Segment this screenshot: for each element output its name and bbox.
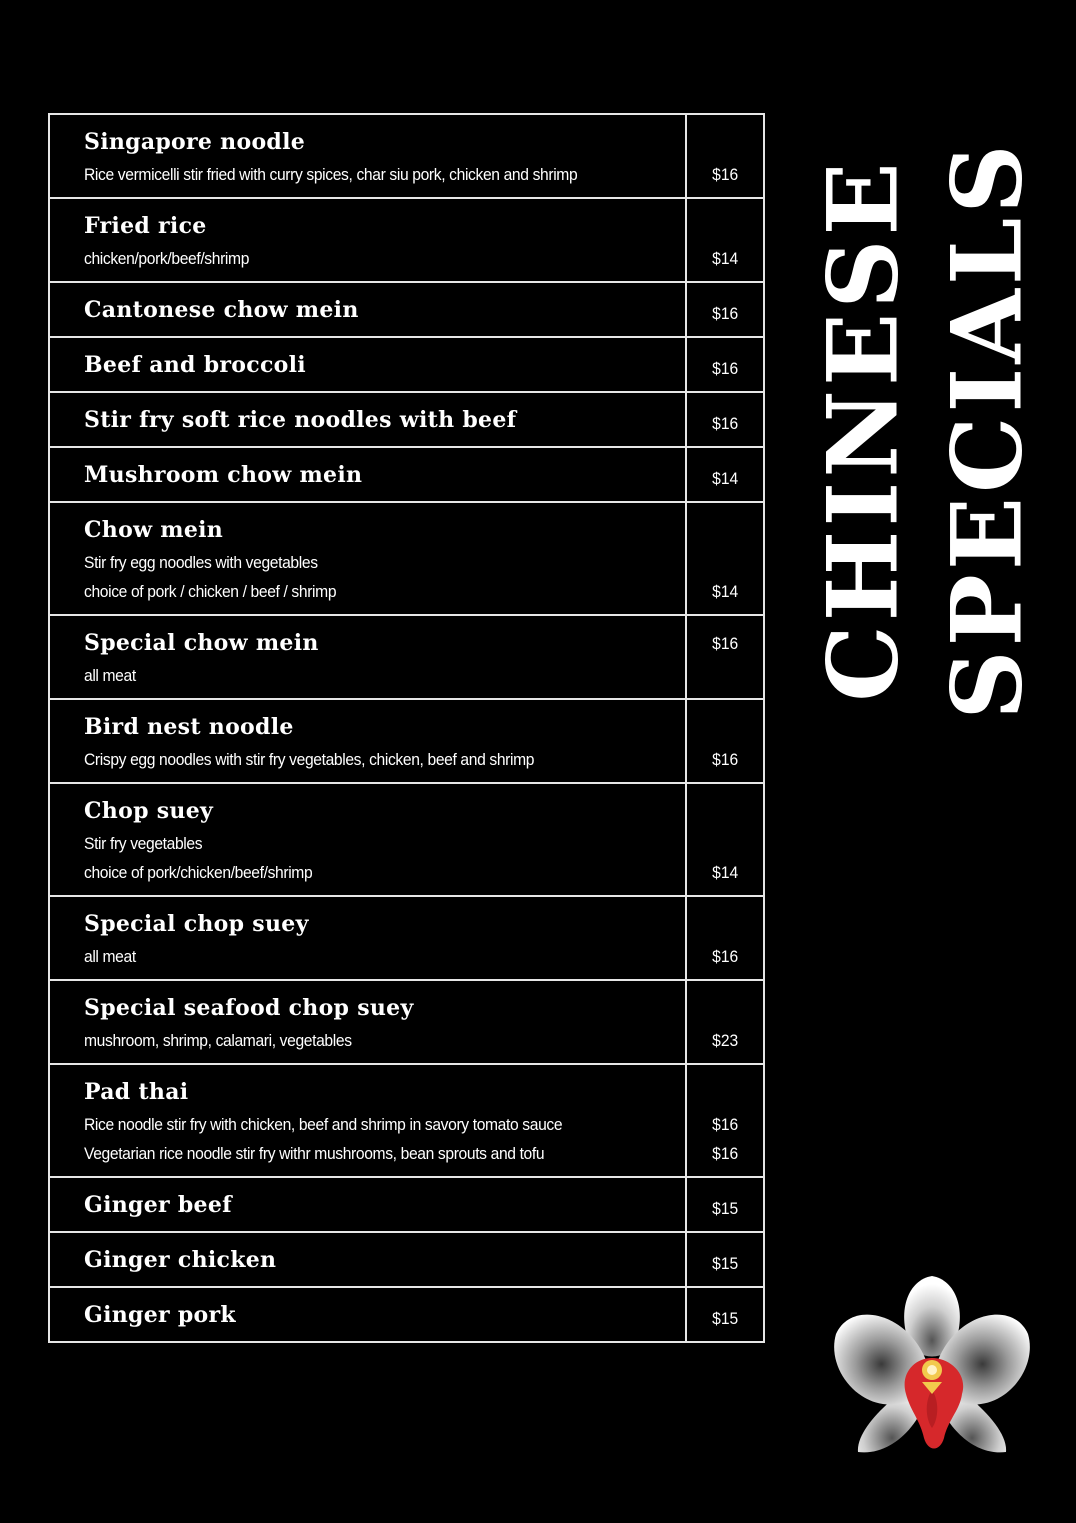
menu-row [50, 1233, 763, 1288]
dish-price: $16 [711, 359, 739, 378]
dish-description: mushroom, shrimp, calamari, vegetables [84, 1031, 352, 1050]
dish-name: Ginger beef [84, 1192, 232, 1218]
menu-item-cell [50, 616, 687, 698]
price-cell [687, 981, 763, 1063]
dish-description: choice of pork / chicken / beef / shrimp [84, 582, 337, 601]
menu-item-cell [50, 199, 687, 281]
price-cell [687, 199, 763, 281]
dish-description: Crispy egg noodles with stir fry vegetables, chicken, beef and shrimp [84, 750, 535, 769]
price-cell [687, 700, 763, 782]
dish-description: Vegetarian rice noodle stir fry withr mushrooms, bean sprouts and tofu [84, 1144, 545, 1163]
dish-price: $15 [711, 1199, 739, 1218]
dish-price: $14 [711, 249, 739, 268]
dish-description: all meat [84, 666, 136, 685]
dish-price: $23 [711, 1031, 739, 1050]
menu-row [50, 1288, 763, 1341]
menu-item-cell [50, 338, 687, 391]
dish-name: Cantonese chow mein [84, 297, 359, 323]
dish-price: $16 [711, 414, 739, 433]
price-cell [687, 1178, 763, 1231]
dish-price: $16 [711, 634, 739, 653]
menu-item-cell [50, 897, 687, 979]
menu-row [50, 199, 763, 283]
dish-price: $15 [711, 1309, 739, 1328]
dish-name: Ginger pork [84, 1302, 236, 1328]
menu-row [50, 1178, 763, 1233]
dish-price: $14 [711, 863, 739, 882]
dish-name: Special seafood chop suey [84, 995, 414, 1021]
price-cell [687, 616, 763, 698]
menu-row [50, 1065, 763, 1178]
menu-table [48, 113, 765, 1343]
menu-row [50, 115, 763, 199]
dish-price: $14 [711, 469, 739, 488]
dish-name: Singapore noodle [84, 129, 306, 155]
menu-item-cell [50, 784, 687, 895]
price-cell [687, 283, 763, 336]
dish-name: Special chow mein [84, 630, 319, 656]
menu-row [50, 283, 763, 338]
dish-price: $15 [711, 1254, 739, 1273]
dish-name: Chop suey [84, 798, 214, 824]
price-cell [687, 1288, 763, 1341]
dish-description: choice of pork/chicken/beef/shrimp [84, 863, 313, 882]
dish-description: Rice noodle stir fry with chicken, beef and shrimp in savory tomato sauce [84, 1115, 563, 1134]
dish-name: Beef and broccoli [84, 352, 306, 378]
price-cell [687, 393, 763, 446]
page-title [806, 120, 1044, 740]
menu-item-cell [50, 503, 687, 614]
menu-item-cell [50, 700, 687, 782]
title-line-specials: SPECIALS [930, 140, 1044, 720]
dish-description: all meat [84, 947, 136, 966]
dish-name: Mushroom chow mein [84, 462, 363, 488]
dish-name: Chow mein [84, 517, 224, 543]
menu-item-cell [50, 1288, 687, 1341]
dish-name: Bird nest noodle [84, 714, 294, 740]
menu-item-cell [50, 1065, 687, 1176]
price-cell [687, 115, 763, 197]
menu-row [50, 338, 763, 393]
dish-description: Stir fry vegetables [84, 834, 203, 853]
dish-price: $16 [711, 1115, 739, 1134]
dish-price: $16 [711, 304, 739, 323]
price-cell [687, 784, 763, 895]
dish-name: Special chop suey [84, 911, 309, 937]
menu-item-cell [50, 393, 687, 446]
menu-item-cell [50, 1233, 687, 1286]
price-cell [687, 338, 763, 391]
dish-price: $16 [711, 1144, 739, 1163]
price-cell [687, 1233, 763, 1286]
dish-name: Fried rice [84, 213, 207, 239]
orchid-flower-icon [828, 1270, 1036, 1460]
dish-price: $16 [711, 947, 739, 966]
dish-description: Stir fry egg noodles with vegetables [84, 553, 318, 572]
title-line-chinese: CHINESE [806, 158, 920, 702]
menu-item-cell [50, 1178, 687, 1231]
price-cell [687, 897, 763, 979]
dish-price: $16 [711, 750, 739, 769]
dish-name: Stir fry soft rice noodles with beef [84, 407, 517, 433]
dish-name: Ginger chicken [84, 1247, 277, 1273]
menu-item-cell [50, 981, 687, 1063]
menu-row [50, 503, 763, 616]
menu-item-cell [50, 448, 687, 501]
dish-description: chicken/pork/beef/shrimp [84, 249, 250, 268]
menu-item-cell [50, 283, 687, 336]
menu-row [50, 616, 763, 700]
price-cell [687, 448, 763, 501]
menu-row [50, 700, 763, 784]
dish-price: $14 [711, 582, 739, 601]
menu-row [50, 784, 763, 897]
menu-row [50, 981, 763, 1065]
price-cell [687, 1065, 763, 1176]
menu-row [50, 897, 763, 981]
dish-price: $16 [711, 165, 739, 184]
dish-name: Pad thai [84, 1079, 189, 1105]
menu-row [50, 448, 763, 503]
price-cell [687, 503, 763, 614]
dish-description: Rice vermicelli stir fried with curry spices, char siu pork, chicken and shrimp [84, 165, 578, 184]
menu-item-cell [50, 115, 687, 197]
menu-row [50, 393, 763, 448]
